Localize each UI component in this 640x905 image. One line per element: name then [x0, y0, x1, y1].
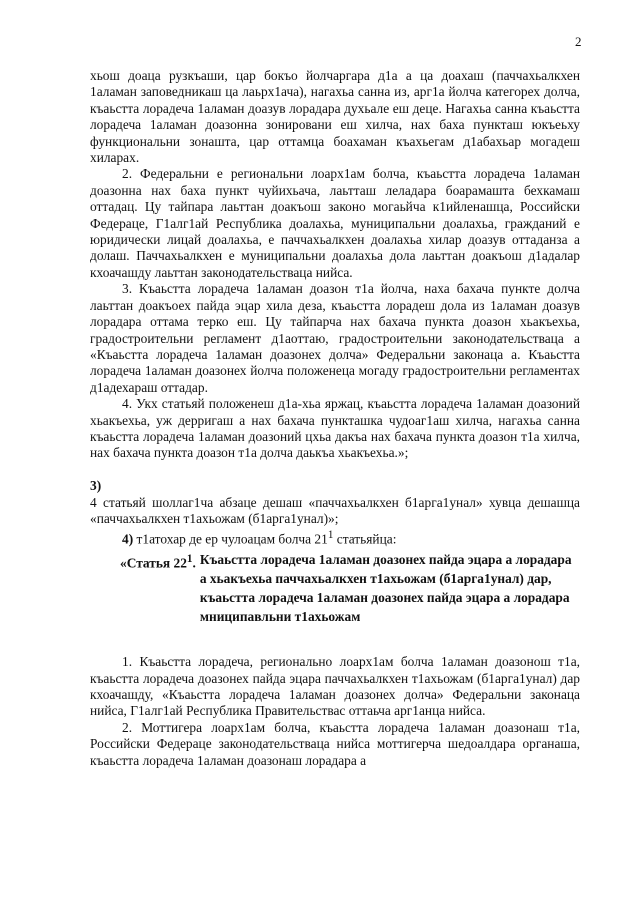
article-label — [120, 550, 196, 626]
article-label-tail: . — [192, 555, 196, 571]
article-title: Къаьстта лорадеча 1аламан доазонех пайда эцара а лорадара а хьакъехьа паччахьалкхен т1ахьожам (б1арга1унал) дар, къаьстта лорадеча 1аламан доазонех пайда эцара а лорадара мниципавльни т1ахьожам — [199, 552, 572, 625]
superscript: 1 — [327, 529, 334, 542]
list-item-3 — [90, 462, 580, 528]
list-item-4 — [90, 527, 580, 548]
list-item-text: т1атохар де ер чулоацам болча 21 — [136, 531, 328, 547]
paragraph-1: хьош доаца рузкъаши, цар бокъо йолчаргара д1а а ца доахаш (паччахьалкхен 1аламан заповедникаш ца лаьрх1ача), нагахьа санна из, арг1а йолча категорех долча, къаьстта лорадеча 1аламан доазув лорадара духьале еш деце. Нагахьа санна къаьстта лорадеча 1аламан доазонна зонировани еш хилча, нах баха пункташ юкъеьху функциональни зонашта, цар оттамца боахаман къахьегам д1абахьар могадеш хиларах. — [90, 68, 580, 166]
paragraph-4: 4. Укх статьяй положенеш д1а-хьа яржац, къаьстта лорадеча 1аламан доазоний хьакъехьа, уж дерригаш а нах бахача пункташка чудоаг1аш хилча, нагахьа санна къаьстта лорадеча 1аламан доазоний цхьа дакъа нах бахача пункта доазон т1а хилча, нах бахача пункта доазон т1а долча даькъа хьакъехьа.»; — [90, 396, 580, 461]
article-label-text: «Статья 22 — [120, 555, 187, 571]
list-item-tail: статьяйца: — [333, 531, 397, 547]
list-item-number: 4) — [122, 531, 134, 547]
list-item-number: 3) — [90, 478, 102, 494]
spacer — [90, 626, 580, 654]
article-paragraph-2: 2. Моттигера лоарх1ам болча, къаьстта лорадеча 1аламан доазонаш т1а, Российски Федераце законодательстваца нийса моттигерча шедоалдара органаша, къаьстта лорадеча 1аламан доазонаш лорадара а — [90, 719, 580, 768]
list-item-text: 4 статьяй шоллаг1ча абзаце дешаш «паччахьалкхен б1арга1унал» хувца дешашца «паччахьалкхен т1ахьожам (б1арга1унал)»; — [90, 494, 580, 526]
page-number: 2 — [575, 34, 582, 49]
paragraph-2: 2. Федеральни е региональни лоарх1ам болча, къаьстта лорадеча 1аламан доазонна нах баха пункт чуйихьача, лаьтташ леладара боарамашта бехкамаш оттадац. Цу тайпара лаьттан доакъош законо могаьйча к1ийленашца, Российски Федераце, Г1алг1ай Республика доалахьа, муниципальни доалахьа, гражданий е юридически лицай доалахьа, е паччахьалкхен доалахьа хилар доазув оттаданза а долаш. Паччахьалкхен е муниципальни доалахьа дола лаьттан доакъош д1адалар кхоачашду лаьттан законодательстваца нийса. — [90, 166, 580, 280]
article-paragraph-1: 1. Къаьстта лорадеча, регионально лоарх1ам болча 1аламан доазонош т1а, къаьстта лорадеча доазонех пайда эцара паччахьалкхен т1ахьожам (б1арга1унал) дар кхоачашду, «Къаьстта лорадеча 1аламан доазонех долча» Федеральни законаца нийса, Г1алг1ай Республика Правительствас оттаьча арг1анца нийса. — [90, 654, 580, 719]
paragraph-3: 3. Къаьстта лорадеча 1аламан доазон т1а йолча, наха бахача пункте долча лаьттан доакъоех пайда эцар хила деза, къаьстта лорадеш дола из 1аламан доазув лорадара оттама терко еш. Цу тайпарча нах бахача пункта доазон хьакъехьа, градостроительни регламент д1аоттаю, градостроительни законодательстваца а «Къаьстта лорадеча 1аламан доазонех долча» Федеральни законаца а. Къаьстта лорадеча 1аламан доазонех йолча положенеца могаду градостроительни регламентах д1адехараш оттадар. — [90, 281, 580, 395]
article-label-sup: 1 — [186, 553, 193, 566]
document-body — [90, 68, 580, 769]
article-heading — [90, 550, 580, 626]
